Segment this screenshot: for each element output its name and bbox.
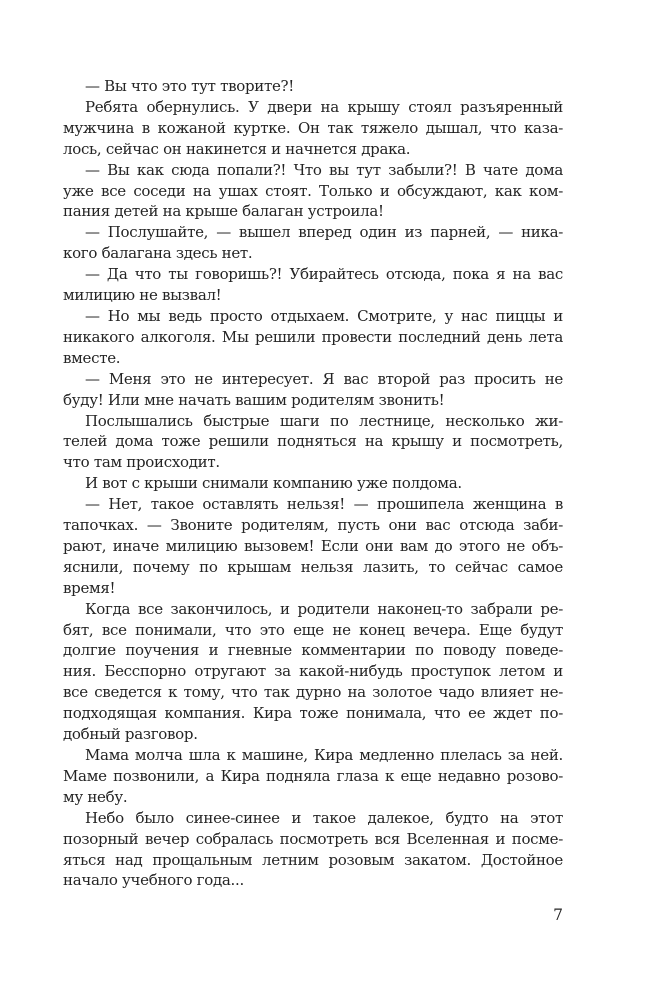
text-line: — Меня это не интересует. Я вас второй раз просить не <box>85 369 563 388</box>
text-line: Мама молча шла к машине, Кира медленно плелась за ней. <box>85 746 563 764</box>
text-line: время! <box>63 578 116 597</box>
text-line: яться над прощальным летним розовым закатом. Достойное <box>63 850 563 869</box>
text-line: Послышались быстрые шаги по лестнице, несколько жи- <box>85 411 563 430</box>
page-number: 7 <box>553 906 563 924</box>
text-line: что там происходит. <box>63 453 220 472</box>
text-line: яснили, почему по крышам нельзя лазить, то сейчас самое <box>63 557 563 576</box>
text-line: добный разговор. <box>63 725 198 744</box>
text-line: пания детей на крыше балаган устроила! <box>63 202 384 221</box>
text-line: рают, иначе милицию вызовем! Если они вам до этого не объ- <box>63 536 563 555</box>
text-line: долгие поучения и гневные комментарии по поводу поведе- <box>63 641 563 660</box>
text-line: лось, сейчас он накинется и начнется драка. <box>63 139 411 158</box>
text-line: — Да что ты говоришь?! Убирайтесь отсюда, пока я на вас <box>85 265 563 284</box>
text-line: подходящая компания. Кира тоже понимала, что ее ждет по- <box>63 704 563 723</box>
text-line: Небо было синее-синее и такое далекое, будто на этот <box>85 808 563 827</box>
text-line: тапочках. — Звоните родителям, пусть они вас отсюда заби- <box>63 516 563 535</box>
text-line: кого балагана здесь нет. <box>63 244 253 263</box>
text-line: И вот с крыши снимали компанию уже полдома. <box>85 474 462 493</box>
text-line: Когда все закончилось, и родители наконец-то забрали ре- <box>85 599 563 618</box>
text-line: — Вы как сюда попали?! Что вы тут забыли?! В чате дома <box>85 160 563 179</box>
text-line: буду! Или мне начать вашим родителям звонить! <box>63 390 445 409</box>
text-line: Маме позвонили, а Кира подняла глаза к еще недавно розово- <box>63 766 563 785</box>
text-line: никакого алкоголя. Мы решили провести последний день лета <box>63 327 563 346</box>
text-line: му небу. <box>63 787 128 806</box>
text-line: — Вы что это тут творите?! <box>85 77 295 95</box>
text-line: — Послушайте, — вышел вперед один из парней, — ника- <box>85 223 563 242</box>
page-text <box>63 76 563 891</box>
text-line: телей дома тоже решили подняться на крышу и посмотреть, <box>63 432 563 451</box>
text-line: бят, все понимали, что это еще не конец вечера. Еще будут <box>63 620 563 639</box>
text-line: — Но мы ведь просто отдыхаем. Смотрите, у нас пиццы и <box>85 306 563 325</box>
text-line: все сведется к тому, что так дурно на золотое чадо влияет не- <box>63 683 563 702</box>
text-line: ния. Бесспорно отругают за какой-нибудь проступок летом и <box>63 662 563 681</box>
text-line: милицию не вызвал! <box>63 286 222 305</box>
text-line: мужчина в кожаной куртке. Он так тяжело дышал, что каза- <box>63 118 563 137</box>
text-line: позорный вечер собралась посмотреть вся Вселенная и посме- <box>63 829 563 848</box>
text-line: уже все соседи на ушах стоят. Только и обсуждают, как ком- <box>63 181 563 200</box>
text-line: — Нет, такое оставлять нельзя! — прошипела женщина в <box>85 495 563 514</box>
text-line: вместе. <box>63 348 121 367</box>
text-line: Ребята обернулись. У двери на крышу стоял разъяренный <box>85 97 563 116</box>
text-line: начало учебного года... <box>63 871 244 890</box>
